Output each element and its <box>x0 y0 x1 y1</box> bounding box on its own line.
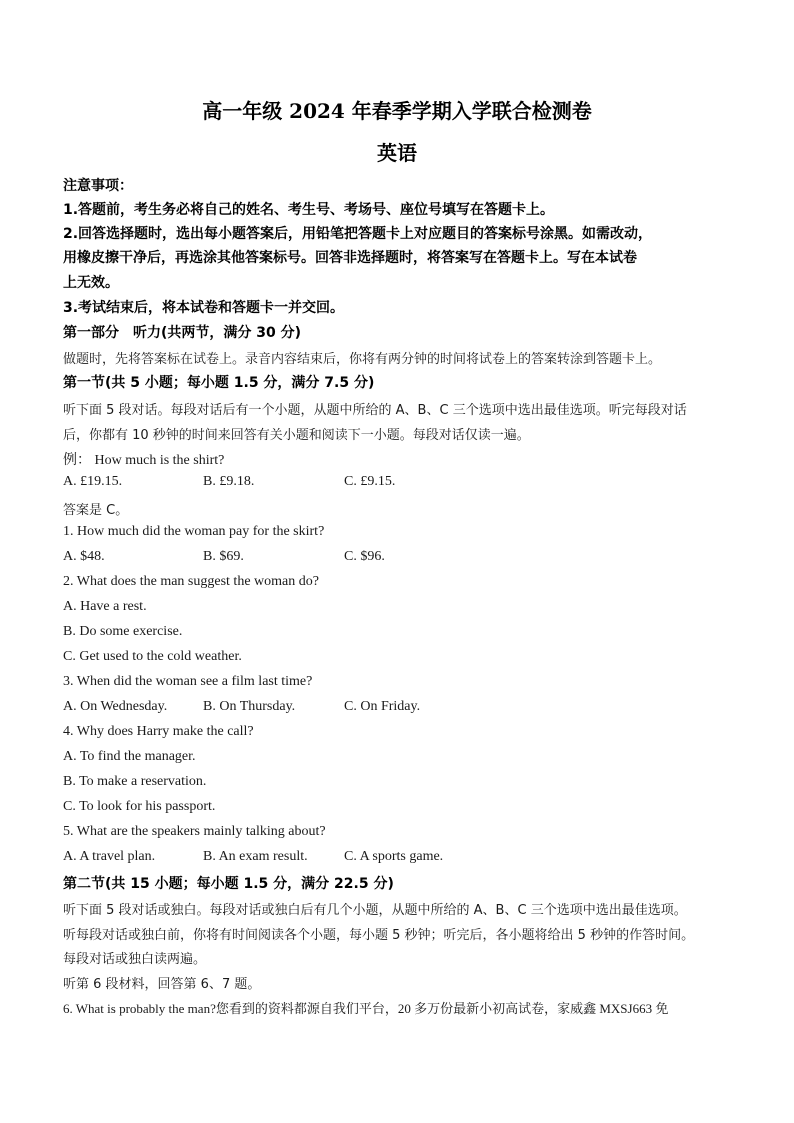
example-answer: 答案是 C。 <box>63 503 129 518</box>
question-2-option-a: A. Have a rest. <box>63 599 147 614</box>
question-5-option-c: C. A sports game. <box>344 849 444 864</box>
question-5-option-a: A. A travel plan. <box>63 849 156 864</box>
question-5-stem: 5. What are the speakers mainly talking about? <box>63 824 326 839</box>
question-1-option-b: B. $69. <box>203 549 244 564</box>
notice-item-2-line-3: 上无效。 <box>63 275 119 291</box>
question-4-option-a: A. To find the manager. <box>63 749 196 764</box>
notice-item-3: 3.考试结束后，将本试卷和答题卡一并交回。 <box>63 300 345 316</box>
notice-item-2-line-2: 用橡皮擦干净后，再选涂其他答案标号。回答非选择题时，将答案写在答题卡上。写在本试卷 <box>63 250 637 266</box>
question-3-stem: 3. When did the woman see a film last time? <box>63 674 313 689</box>
subject-title: 英语 <box>377 141 417 165</box>
question-4-stem: 4. Why does Harry make the call? <box>63 724 254 739</box>
question-1-stem: 1. How much did the woman pay for the skirt? <box>63 524 325 539</box>
section2-instruction-line-2: 听每段对话或独白前，你将有时间阅读各个小题，每小题 5 秒钟；听完后，各小题将给出 5 秒钟的作答时间。 <box>63 928 695 943</box>
material-6-instruction: 听第 6 段材料，回答第 6、7 题。 <box>63 977 261 992</box>
notice-item-1: 1.答题前，考生务必将自己的姓名、考生号、考场号、座位号填写在答题卡上。 <box>63 202 555 218</box>
example-option-b: B. £9.18. <box>203 474 255 489</box>
question-6-stem: 6. What is probably the man?您看到的资料都源自我们平台，20 多万份最新小初高试卷，家威鑫 MXSJ663 免 <box>63 1001 669 1016</box>
question-2-option-c: C. Get used to the cold weather. <box>63 649 242 664</box>
question-4-option-c: C. To look for his passport. <box>63 799 216 814</box>
section2-heading: 第二节(共 15 小题；每小题 1.5 分，满分 22.5 分) <box>63 876 394 892</box>
section1-instruction-line-2: 后，你都有 10 秒钟的时间来回答有关小题和阅读下一小题。每段对话仅读一遍。 <box>63 428 530 443</box>
question-3-option-a: A. On Wednesday. <box>63 699 168 714</box>
question-3-option-b: B. On Thursday. <box>203 699 296 714</box>
section1-heading: 第一节(共 5 小题；每小题 1.5 分，满分 7.5 分) <box>63 375 375 391</box>
question-4-option-b: B. To make a reservation. <box>63 774 207 789</box>
question-2-option-b: B. Do some exercise. <box>63 624 183 639</box>
question-1-option-a: A. $48. <box>63 549 105 564</box>
section1-instruction-line-1: 听下面 5 段对话。每段对话后有一个小题，从题中所给的 A、B、C 三个选项中选出最佳选项。听完每段对话 <box>63 403 687 418</box>
question-5-option-b: B. An exam result. <box>203 849 308 864</box>
example-option-c: C. £9.15. <box>344 474 396 489</box>
section2-instruction-line-3: 每段对话或独白读两遍。 <box>63 952 207 967</box>
exam-title: 高一年级 2024 年春季学期入学联合检测卷 <box>202 99 592 123</box>
notice-item-2-line-1: 2.回答选择题时，选出每小题答案后，用铅笔把答题卡上对应题目的答案标号涂黑。如需改动， <box>63 226 653 242</box>
notice-heading: 注意事项： <box>63 178 133 194</box>
example-option-a: A. £19.15. <box>63 474 123 489</box>
part1-heading: 第一部分 听力(共两节，满分 30 分) <box>63 325 302 341</box>
question-2-stem: 2. What does the man suggest the woman do? <box>63 574 319 589</box>
part1-instruction: 做题时，先将答案标在试卷上。录音内容结束后，你将有两分钟的时间将试卷上的答案转涂到答题卡上。 <box>63 352 662 367</box>
question-1-option-c: C. $96. <box>344 549 385 564</box>
section2-instruction-line-1: 听下面 5 段对话或独白。每段对话或独白后有几个小题，从题中所给的 A、B、C 三个选项中选出最佳选项。 <box>63 903 687 918</box>
example-question: 例： How much is the shirt? <box>63 453 225 468</box>
question-3-option-c: C. On Friday. <box>344 699 421 714</box>
